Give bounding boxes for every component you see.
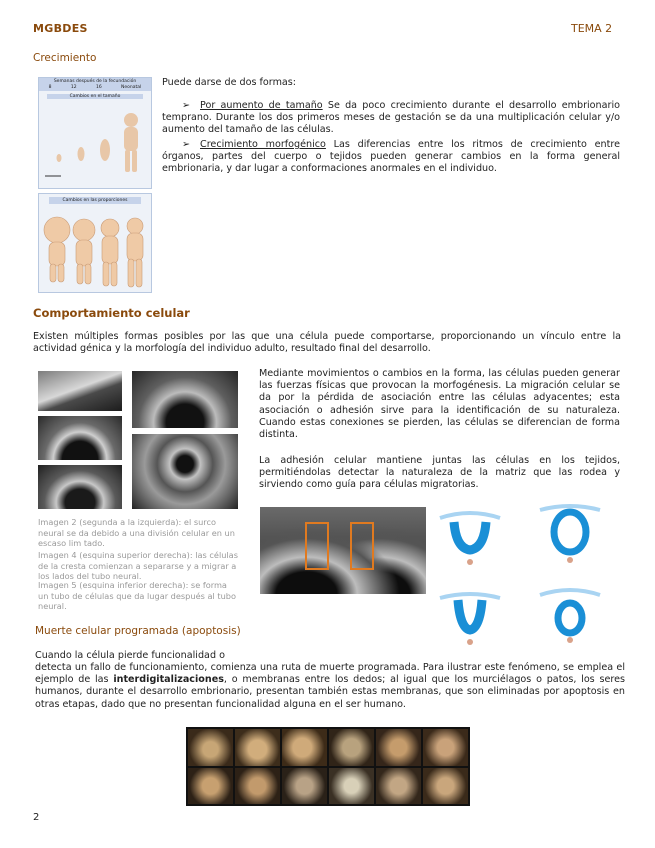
neural-fold-diagram <box>440 594 500 645</box>
sem-neural-plate-image <box>38 371 122 411</box>
section-title-comportamiento: Comportamiento celular <box>33 306 190 320</box>
neural-groove-diagram <box>440 513 500 565</box>
growth-size-figure <box>38 77 152 189</box>
baby-proportions-illustration <box>39 206 151 292</box>
growth-proportions-figure <box>38 193 152 293</box>
crecimiento-intro: Puede darse de dos formas: <box>162 77 297 88</box>
item-1-text: Se da poco crecimiento durante el desarrollo embrionario temprano. Durante los dos primeros meses de gestación se da una multiplicación celular y/o aumento del tamaño de las células. <box>162 100 620 136</box>
apoptosis-text-after: , o membranas entre los dedos; al igual que los murciélagos o patos, los seres humanos, durante el desarrollo embrionario, presentan también estas membranas, que son eliminadas por apoptosis en otras etapas, dado que no presentan funcionalidad alguna en el ser humano. <box>35 674 626 710</box>
item-2-text: Las diferencias entre los ritmos de crecimiento entre órganos, partes del cuerpo o tejidos pueden generar cambios en la forma general embrionaria, y dar lugar a conformaciones anormales en el individuo. <box>162 139 620 175</box>
section-title-apoptosis: Muerte celular programada (apoptosis) <box>35 625 241 637</box>
embryo-limb-photo <box>282 729 327 766</box>
embryo-limb-photo <box>376 768 421 805</box>
arrow-bullet-icon: ➢ <box>182 139 191 150</box>
fetus-size-illustration <box>39 106 151 186</box>
sem-neural-groove-image <box>38 416 122 460</box>
apoptosis-text-before: detecta un fallo de funcionamiento, comienza una ruta de muerte programada. Para ilustrar este fenómeno, se emplea el ejemplo de las <box>35 662 625 686</box>
crecimiento-item-2 <box>162 139 620 176</box>
comportamiento-para-1: Mediante movimientos o cambios en la forma, las células pueden generar las fuerzas físicas que provocan la morfogénesis. La migración celular se da por la pérdida de asociación entre las células adyacentes; esta asociación o adhesión sirve para la identificación de su naturaleza. Cuando estas conexiones se pierden, las células se diferencian de forma distinta. <box>259 368 620 441</box>
caption-image-2: Imagen 2 (segunda a la izquierda): el surco neural se da debido a una división celular en un escaso lim tado. <box>38 517 235 548</box>
highlight-box <box>350 522 374 570</box>
embryo-limb-photo <box>329 768 374 805</box>
sem-neural-crest-image <box>132 371 238 428</box>
sem-neural-fold-detail-image <box>260 507 426 594</box>
neural-tube-closed-diagram <box>540 506 600 563</box>
item-2-title: Crecimiento morfogénico <box>200 139 326 150</box>
comportamiento-para-2: La adhesión celular mantiene juntas las células en los tejidos, permitiéndolas detectar la naturaleza de la matriz que las rodea y sirviendo como guía para células migratorias. <box>259 455 620 491</box>
interdigital-apoptosis-photos <box>186 727 470 806</box>
figure-weeks-row <box>39 85 151 91</box>
apoptosis-line-1: Cuando la célula pierde funcionalidad o <box>35 650 225 661</box>
week-label: 12 <box>70 85 77 90</box>
header-subject: MGBDES <box>33 22 88 35</box>
figure-top-label: Semanas después de la fecundación <box>39 78 151 85</box>
crecimiento-item-1 <box>162 100 620 137</box>
embryo-limb-photo <box>423 768 468 805</box>
embryo-limb-photo <box>235 768 280 805</box>
apoptosis-bold-term: interdigitalizaciones <box>113 674 224 686</box>
week-label: Neonatal <box>121 85 142 90</box>
embryo-limb-photo <box>376 729 421 766</box>
neural-tube-diagrams <box>430 500 625 650</box>
sem-neural-tube-image <box>132 434 238 509</box>
comportamiento-intro: Existen múltiples formas posibles por las que una célula puede comportarse, proporcionando un vínculo entre la actividad génica y la morfología del individuo adulto, resultado final del desarrollo. <box>33 331 621 355</box>
week-label: 16 <box>95 85 102 90</box>
caption-image-4: Imagen 4 (esquina superior derecha): las células de la cresta comienzan a separarse y a migrar a los lados del tubo neural. <box>38 550 238 581</box>
caption-image-5: Imagen 5 (esquina inferior derecha): se forma un tubo de células que da lugar después al tubo neural. <box>38 580 236 611</box>
neural-crest-migration-diagram <box>540 590 600 643</box>
section-title-crecimiento: Crecimiento <box>33 52 97 64</box>
item-1-title: Por aumento de tamaño <box>200 100 323 111</box>
highlight-box <box>305 522 329 570</box>
page-number: 2 <box>33 812 40 823</box>
embryo-limb-photo <box>329 729 374 766</box>
embryo-limb-photo <box>235 729 280 766</box>
week-label: 8 <box>48 85 52 90</box>
figure-middle-label: Cambios en el tamaño <box>47 94 143 99</box>
apoptosis-paragraph <box>35 662 625 711</box>
figure-bottom-label: Cambios en las proporciones <box>49 197 141 204</box>
embryo-limb-photo <box>282 768 327 805</box>
header-topic: TEMA 2 <box>571 22 613 35</box>
arrow-bullet-icon: ➢ <box>182 100 191 111</box>
embryo-limb-photo <box>188 729 233 766</box>
sem-neural-fold-image <box>38 465 122 509</box>
embryo-limb-photo <box>188 768 233 805</box>
embryo-limb-photo <box>423 729 468 766</box>
